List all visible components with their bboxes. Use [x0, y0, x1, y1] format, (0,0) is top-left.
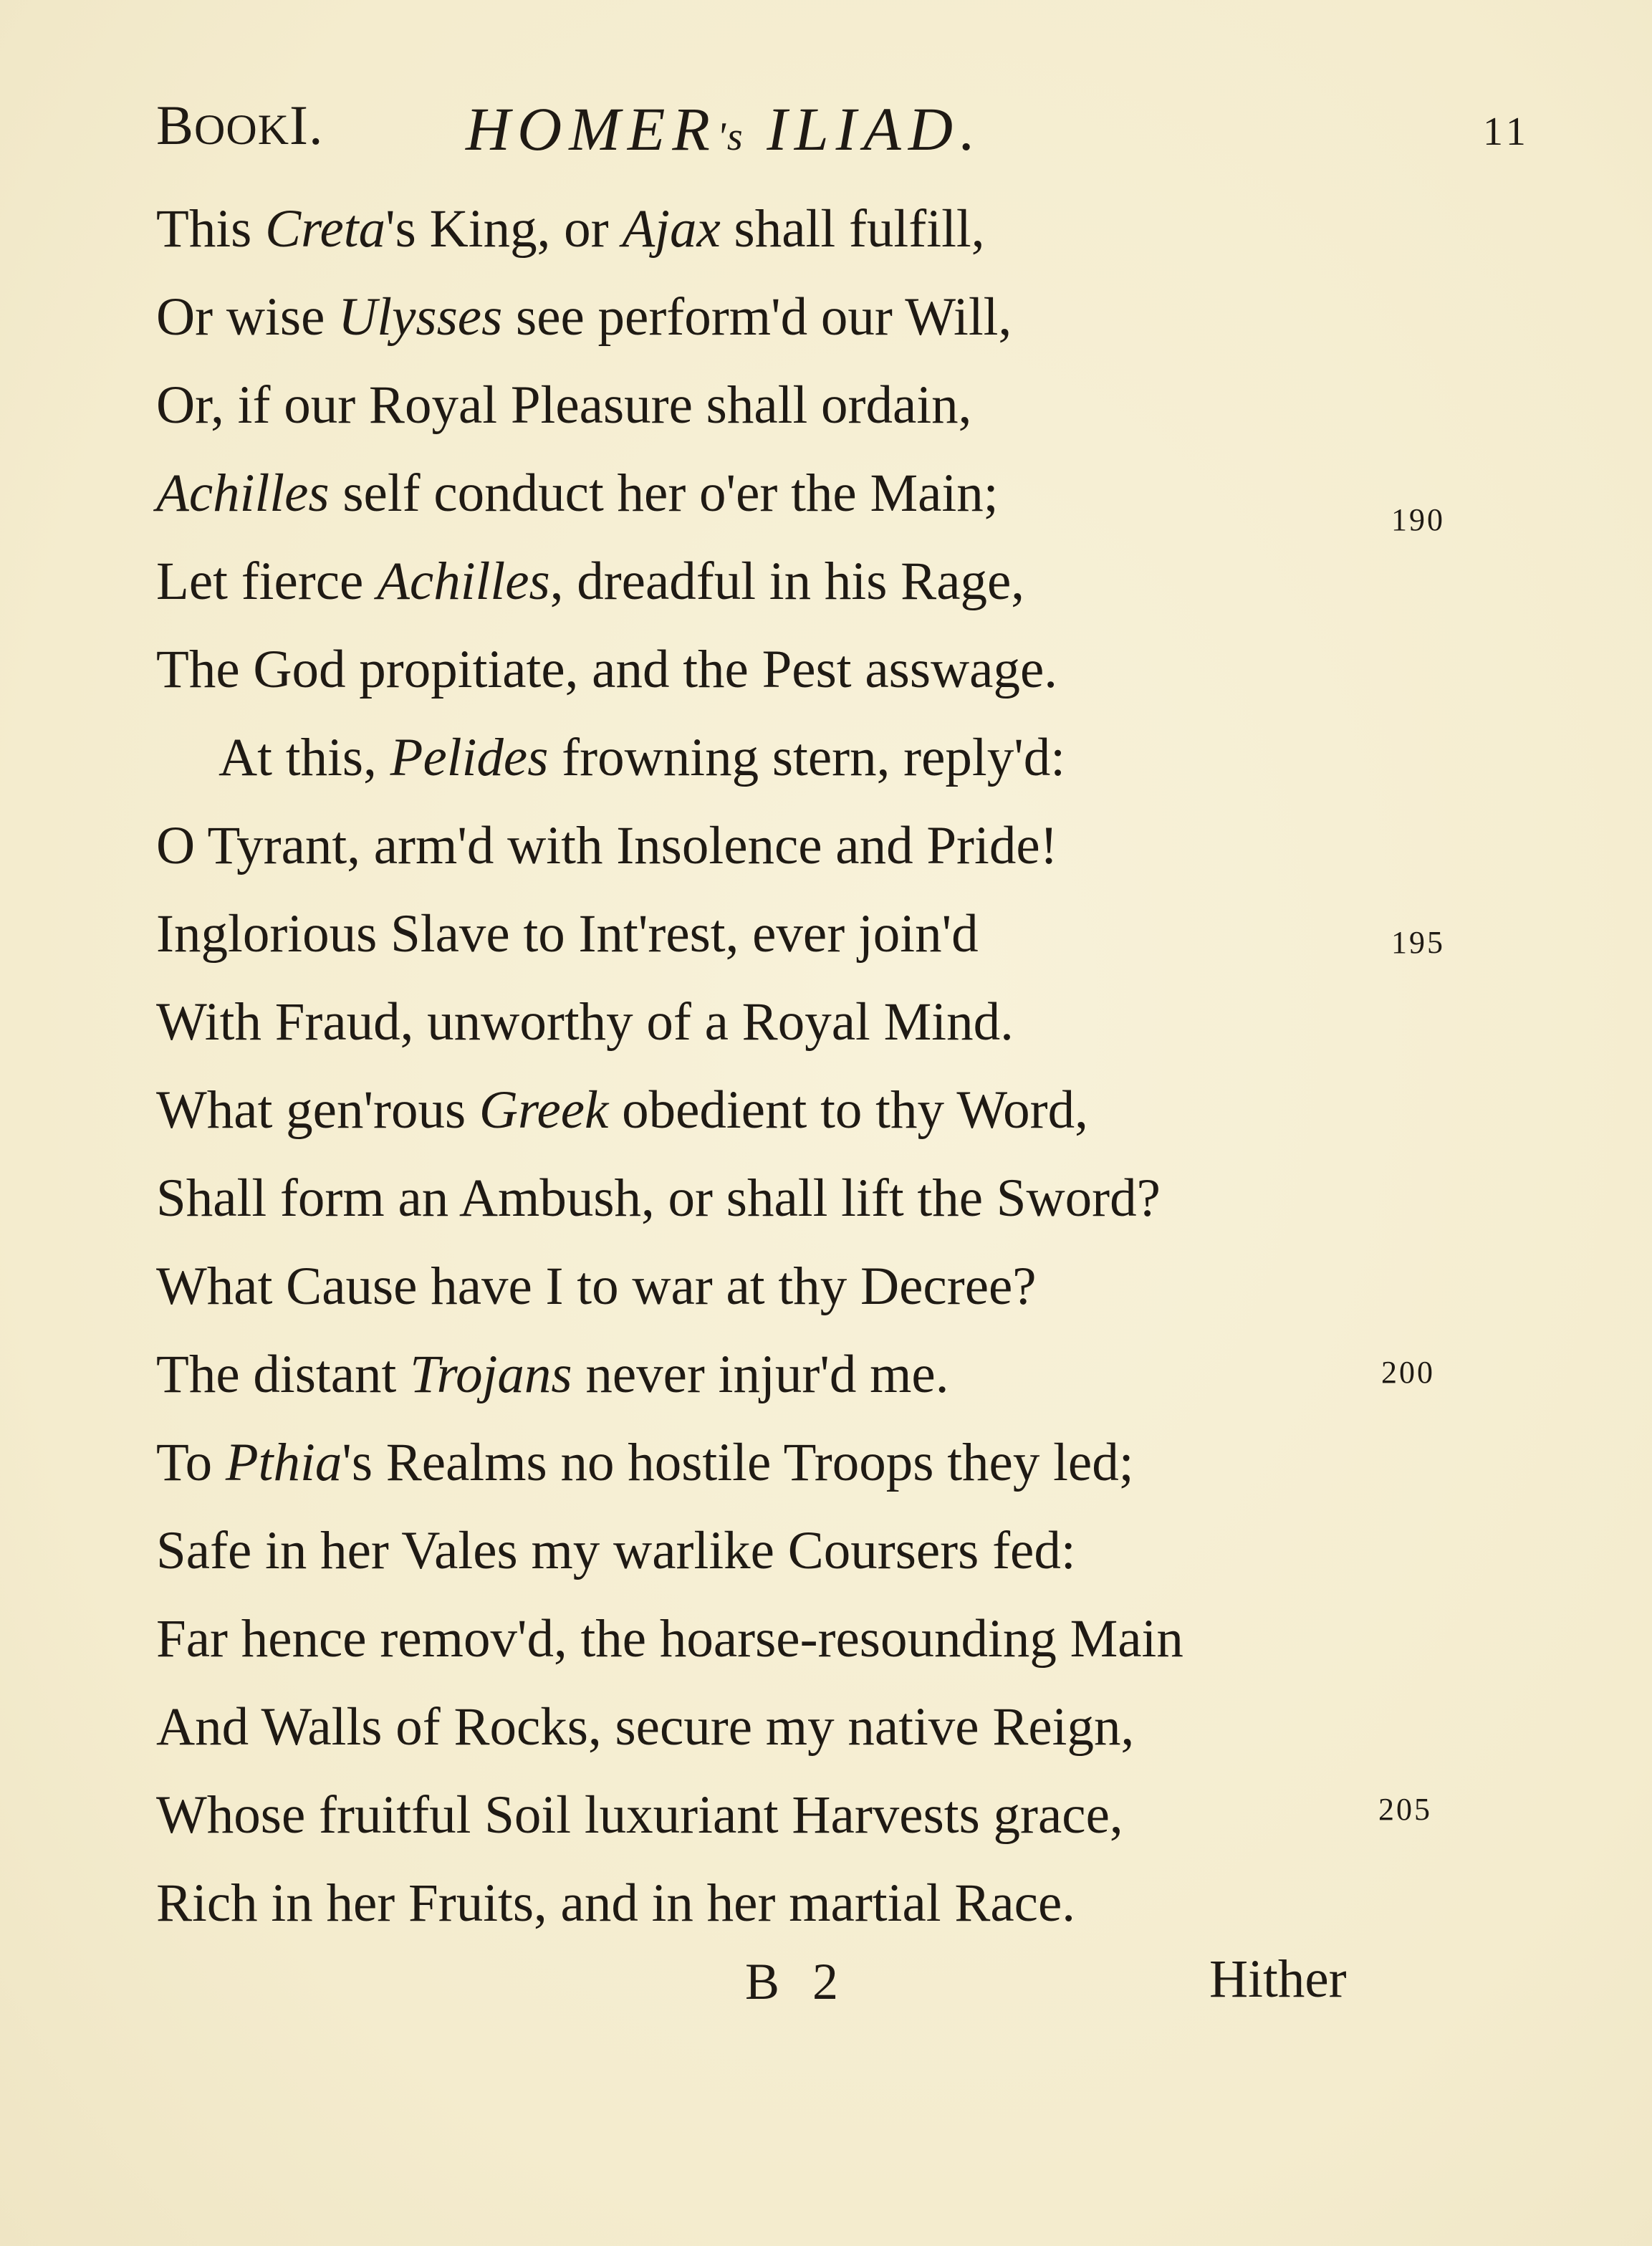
signature-mark: B 2 [745, 1953, 849, 2010]
verse-line: The distant Trojans never injur'd me. [156, 1345, 949, 1404]
verse-line: Or wise Ulysses see perform'd our Will, [156, 287, 1012, 347]
verse-line: This Creta's King, or Ajax shall fulfill, [156, 199, 985, 259]
verse-line: Inglorious Slave to Int'rest, ever join'd [156, 904, 979, 964]
verse-line: Shall form an Ambush, or shall lift the Sword? [156, 1168, 1161, 1228]
line-number-205: 205 [1378, 1792, 1432, 1827]
verse-line: To Pthia's Realms no hostile Troops they led; [156, 1433, 1134, 1492]
catchword: Hither [1209, 1949, 1347, 2009]
verse-line: With Fraud, unworthy of a Royal Mind. [156, 992, 1014, 1052]
verse-line: Far hence remov'd, the hoarse-resounding Main [156, 1609, 1183, 1669]
page-number: 11 [1483, 110, 1530, 154]
book-label: BOOKI. [156, 94, 324, 156]
verse-line: At this, Pelides frowning stern, reply'd: [218, 728, 1066, 787]
verse-line: What gen'rous Greek obedient to thy Word, [156, 1080, 1088, 1140]
verse-line: Safe in her Vales my warlike Coursers fed: [156, 1521, 1076, 1580]
verse-line: And Walls of Rocks, secure my native Reign, [156, 1697, 1135, 1757]
verse-line: Or, if our Royal Pleasure shall ordain, [156, 375, 972, 435]
verse-line: The God propitiate, and the Pest asswage. [156, 640, 1058, 699]
running-head [0, 93, 1652, 179]
verse-line: Let fierce Achilles, dreadful in his Rage, [156, 552, 1025, 611]
line-number-195: 195 [1391, 925, 1445, 960]
verse-line: Whose fruitful Soil luxuriant Harvests grace, [156, 1785, 1123, 1845]
line-number-190: 190 [1391, 502, 1445, 537]
line-number-200: 200 [1381, 1355, 1435, 1390]
verse-line: What Cause have I to war at thy Decree? [156, 1257, 1037, 1316]
verse-line: O Tyrant, arm'd with Insolence and Pride! [156, 816, 1058, 875]
book-number: I. [289, 94, 324, 156]
running-title: HOMER's ILIAD. [466, 95, 983, 163]
verse-line: Achilles self conduct her o'er the Main; [156, 464, 999, 523]
verse-line: Rich in her Fruits, and in her martial Race. [156, 1873, 1075, 1933]
